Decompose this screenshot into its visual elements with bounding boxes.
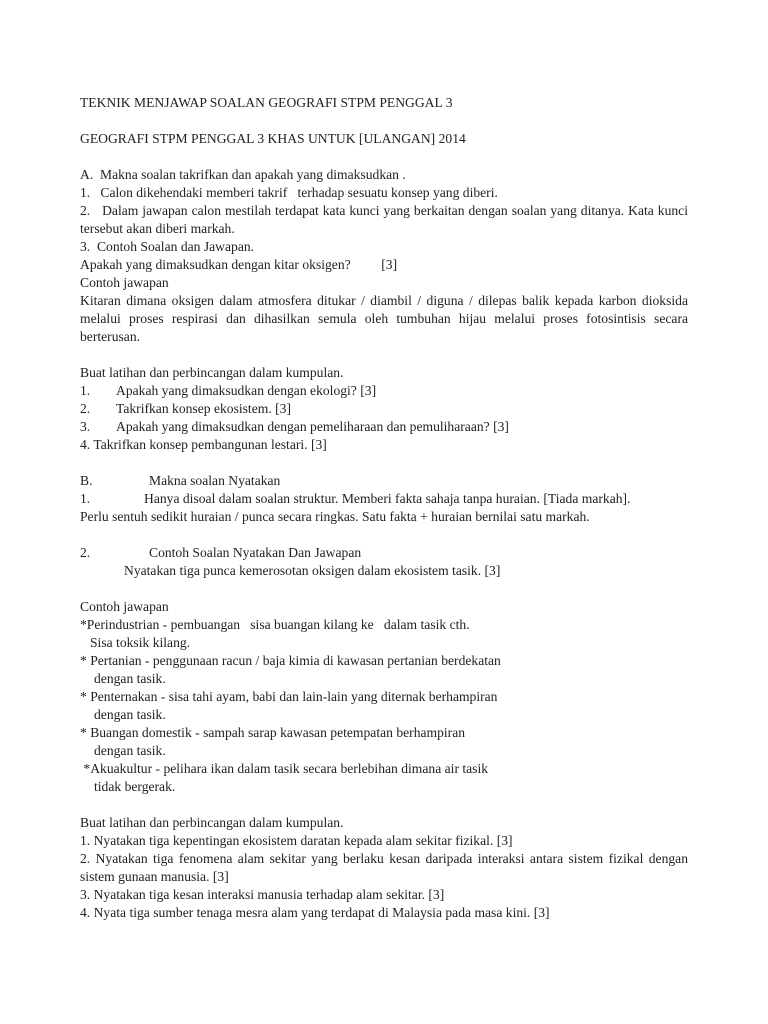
exercise-text: Apakah yang dimaksudkan dengan ekologi? [3]	[116, 383, 377, 398]
section-a-exercise-1	[80, 382, 688, 400]
answer-point-1-continuation: Sisa toksik kilang.	[90, 635, 191, 650]
section-a-question: Apakah yang dimaksudkan dengan kitar oksigen? [3]	[80, 257, 398, 272]
section-b-heading-line	[80, 472, 688, 490]
answer-point-5-continuation: tidak bergerak.	[94, 779, 176, 794]
section-b-exercise-2: 2. Nyatakan tiga fenomena alam sekitar yang berlaku kesan daripada interaksi antara sistem fizikal dengan sistem gunaan manusia. [3]	[80, 851, 688, 884]
section-b-answer-label: Contoh jawapan	[80, 599, 169, 614]
answer-point-4: * Buangan domestik - sampah sarap kawasan petempatan berhampiran	[80, 725, 466, 740]
section-a-exercise-3	[80, 418, 688, 436]
section-b-item-1-text: Hanya disoal dalam soalan struktur. Memberi fakta sahaja tanpa huraian. [Tiada markah].	[144, 491, 631, 506]
section-b-item-2-text: Contoh Soalan Nyatakan Dan Jawapan	[149, 545, 362, 560]
section-b-letter: B.	[80, 473, 93, 488]
exercise-text: Apakah yang dimaksudkan dengan pemeliharaan dan pemuliharaan? [3]	[116, 419, 509, 434]
exercise-number: 3.	[80, 419, 91, 434]
section-b-item-2	[80, 544, 688, 562]
answer-point-4-continuation: dengan tasik.	[94, 743, 166, 758]
section-a-exercise-2	[80, 400, 688, 418]
section-b-item-1-number: 1.	[80, 491, 91, 506]
section-a-answer: Kitaran dimana oksigen dalam atmosfera ditukar / diambil / diguna / dilepas balik kepada karbon dioksida melalui proses respirasi dan dihasilkan semula oleh tumbuhan hijau melalui proses fotosintisis secara berterusan.	[80, 293, 688, 344]
section-b-exercise-heading: Buat latihan dan perbincangan dalam kumpulan.	[80, 815, 344, 830]
section-b-exercise-1: 1. Nyatakan tiga kepentingan ekosistem daratan kepada alam sekitar fizikal. [3]	[80, 833, 513, 848]
section-a-answer-label: Contoh jawapan	[80, 275, 169, 290]
section-b-item-1-continuation: Perlu sentuh sedikit huraian / punca secara ringkas. Satu fakta + huraian bernilai satu markah.	[80, 509, 590, 524]
exercise-number: 2.	[80, 401, 91, 416]
section-b-item-1	[80, 490, 688, 508]
section-a-item-3: 3. Contoh Soalan dan Jawapan.	[80, 239, 255, 254]
answer-point-3-continuation: dengan tasik.	[94, 707, 166, 722]
answer-point-1: *Perindustrian - pembuangan sisa buangan kilang ke dalam tasik cth.	[80, 617, 470, 632]
exercise-number: 1.	[80, 383, 91, 398]
section-b-heading: Makna soalan Nyatakan	[149, 473, 281, 488]
section-a-exercise-4: 4. Takrifkan konsep pembangunan lestari. [3]	[80, 437, 327, 452]
answer-point-2-continuation: dengan tasik.	[94, 671, 166, 686]
section-b-question: Nyatakan tiga punca kemerosotan oksigen dalam ekosistem tasik. [3]	[124, 563, 501, 578]
answer-point-2: * Pertanian - penggunaan racun / baja kimia di kawasan pertanian berdekatan	[80, 653, 501, 668]
section-a-heading: A. Makna soalan takrifkan dan apakah yang dimaksudkan .	[80, 167, 406, 182]
answer-point-5: *Akuakultur - pelihara ikan dalam tasik secara berlebihan dimana air tasik	[80, 761, 489, 776]
section-b-exercise-3: 3. Nyatakan tiga kesan interaksi manusia terhadap alam sekitar. [3]	[80, 887, 445, 902]
document-title: TEKNIK MENJAWAP SOALAN GEOGRAFI STPM PENGGAL 3	[80, 95, 453, 110]
section-b-exercise-4: 4. Nyata tiga sumber tenaga mesra alam yang terdapat di Malaysia pada masa kini. [3]	[80, 905, 550, 920]
answer-point-3: * Penternakan - sisa tahi ayam, babi dan lain-lain yang diternak berhampiran	[80, 689, 498, 704]
exercise-text: Takrifkan konsep ekosistem. [3]	[116, 401, 291, 416]
document-subtitle: GEOGRAFI STPM PENGGAL 3 KHAS UNTUK [ULANGAN] 2014	[80, 131, 466, 146]
document-page	[80, 94, 692, 922]
section-b-item-2-number: 2.	[80, 545, 91, 560]
section-a-item-2: 2. Dalam jawapan calon mestilah terdapat kata kunci yang berkaitan dengan soalan yang ditanya. Kata kunci tersebut akan diberi markah.	[80, 203, 692, 236]
section-a-exercise-heading: Buat latihan dan perbincangan dalam kumpulan.	[80, 365, 344, 380]
section-a-item-1: 1. Calon dikehendaki memberi takrif terhadap sesuatu konsep yang diberi.	[80, 185, 498, 200]
